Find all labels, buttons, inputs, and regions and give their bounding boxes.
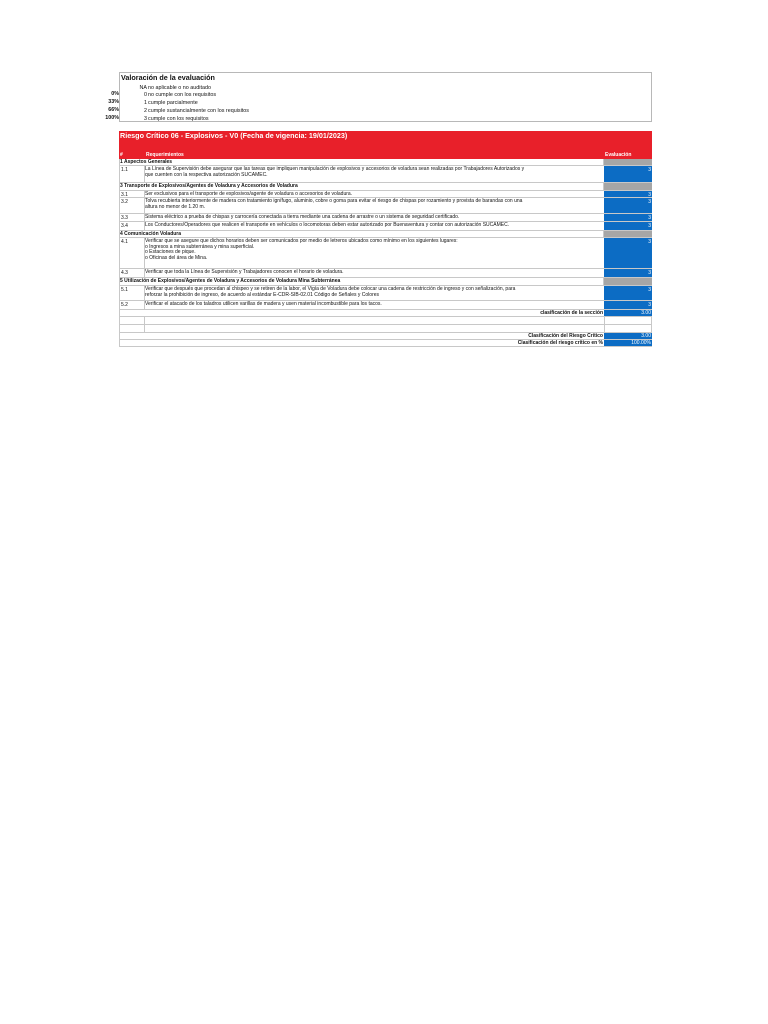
row-number: 3.1 (121, 192, 128, 198)
row-evaluation-cell[interactable] (604, 214, 652, 221)
legend-description: no aplicable o no auditado (148, 85, 211, 91)
row-requirement: Verificar el atacado de los taladros utilicen varillas de madera y usen material incombustible para los tacos. (145, 301, 382, 307)
row-evaluation: 3 (648, 270, 651, 276)
column-header-requirements: Requerimientos (146, 152, 184, 158)
table-banner (119, 131, 652, 151)
row-evaluation: 3 (648, 223, 651, 229)
row-evaluation-cell[interactable] (604, 238, 652, 268)
legend-score: 1 (144, 100, 147, 106)
row-evaluation-cell[interactable] (604, 222, 652, 230)
table-title: Riesgo Crítico 06 - Explosivos - V0 (Fecha de vigencia: 19/01/2023) (120, 131, 348, 140)
critical-risk-percent-value: 100.00% (631, 340, 651, 346)
row-number: 4.1 (121, 239, 128, 245)
section-score-row (119, 310, 652, 317)
blank-row (119, 325, 652, 333)
row-number: 3.3 (121, 215, 128, 221)
section-header (119, 159, 652, 166)
section-evaluation-cell (604, 159, 652, 165)
table-row (119, 166, 652, 183)
legend-description: cumple parcialmente (148, 100, 198, 106)
legend-score: 2 (144, 108, 147, 114)
row-requirement: La Línea de Supervisión debe asegurar que las tareas que impliquen manipulación de explosivos y accesorios de voladura sean realizadas por Trabajadores Autorizados y que cuenten con la respectiva autorización SUCAMEC. (145, 166, 525, 178)
critical-risk-score-value: 3.00 (641, 333, 651, 339)
section-score-label: clasificación de la sección (540, 310, 603, 316)
row-requirement: Ser exclusivos para el transporte de explosivos/agente de voladura o accesorios de voladura. (145, 191, 353, 197)
legend-score: 3 (144, 116, 147, 122)
row-requirement: Verificar que se asegure que dichos horarios deben ser comunicados por medio de letreros ubicados como mínimo en los siguientes lugares: o Ingresos a mina subterránea y mina superficial. o Estaciones de pique. o Oficinas del área de Mina. (145, 238, 458, 261)
section-title: 5 Utilización de Explosivos/Agentes de Voladura y Accesorios de Voladura Mina Subterránea (120, 278, 341, 284)
row-evaluation: 3 (648, 199, 651, 205)
section-score-value: 3.00 (641, 310, 651, 316)
section-title: 4 Comunicación Voladura (120, 231, 182, 237)
row-evaluation: 3 (648, 215, 651, 221)
column-header-row (119, 151, 652, 159)
row-evaluation-cell[interactable] (604, 198, 652, 213)
legend-description: cumple con los requisitos (148, 116, 209, 122)
row-evaluation-cell[interactable] (604, 191, 652, 197)
section-title: 1 Aspectos Generales (120, 159, 173, 165)
legend-percent: 33% (108, 99, 119, 105)
legend-percent: 100% (105, 115, 119, 121)
critical-risk-score-row (119, 333, 652, 340)
section-evaluation-cell (604, 231, 652, 237)
section-header (119, 278, 652, 286)
table-row (119, 214, 652, 222)
critical-risk-score-label: Clasificación del Riesgo Crítico (528, 333, 603, 339)
section-header (119, 231, 652, 238)
section-title: 3 Transporte de Explosivos/Agentes de Voladura y Accesorios de Voladura (120, 183, 298, 189)
section-score-cell (604, 310, 652, 316)
table-row (119, 301, 652, 310)
row-number: 4.3 (121, 270, 128, 276)
table-row (119, 286, 652, 301)
row-number: 5.2 (121, 302, 128, 308)
row-evaluation: 3 (648, 287, 651, 293)
table-row (119, 222, 652, 231)
row-evaluation: 3 (648, 192, 651, 198)
column-header-evaluation: Evaluación (605, 152, 632, 158)
critical-risk-percent-row (119, 340, 652, 347)
table-row (119, 191, 652, 198)
legend-title: Valoración de la evaluación (121, 73, 215, 82)
row-number: 1.1 (121, 167, 128, 173)
row-requirement: Verificar que toda la Línea de Supervisión y Trabajadores conocen el horario de voladura. (145, 269, 344, 275)
critical-risk-percent-cell (604, 340, 652, 346)
row-number: 3.4 (121, 223, 128, 229)
row-requirement: Verificar que después que procedan al chispeo y se retiren de la labor, el Vigía de Voladura debe colocar una cadena de restricción de ingreso y con señalización, para reforzar la prohibición de ingreso, de acuerdo al estándar E-CDR-SIB-02.01 Código de Señales y Colores (145, 286, 516, 298)
row-evaluation: 3 (648, 167, 651, 173)
row-evaluation-cell[interactable] (604, 286, 652, 300)
table-row (119, 198, 652, 214)
legend-description: no cumple con los requisitos (148, 92, 217, 98)
section-evaluation-cell (604, 278, 652, 285)
row-evaluation-cell[interactable] (604, 301, 652, 309)
row-requirement: Tolva recubierta interiormente de madera con tratamiento ignífugo, aluminio, cobre o goma para evitar el riesgo de chispas por rozamiento y provista de barandas con una altura no menor de 1.20 m. (145, 198, 523, 210)
row-evaluation: 3 (648, 302, 651, 308)
section-evaluation-cell (604, 183, 652, 190)
row-requirement: Sistema eléctrico a prueba de chispas y carrocería conectada a tierra mediante una cadena de arrastre o un sistema de seguridad certificado. (145, 214, 460, 220)
legend-percent: 66% (108, 107, 119, 113)
evaluation-legend (119, 72, 652, 122)
row-number: 5.1 (121, 287, 128, 293)
row-evaluation-cell[interactable] (604, 166, 652, 182)
row-requirement: Los Conductores/Operadores que realicen el transporte en vehículos o locomotoras deben estar autorizado por Buenaventura y contar con autorización SUCAMEC. (145, 222, 510, 228)
row-evaluation: 3 (648, 239, 651, 245)
legend-score: NA (139, 85, 147, 91)
table-row (119, 269, 652, 278)
legend-description: cumple sustancialmente con los requisitos (148, 108, 249, 114)
row-evaluation-cell[interactable] (604, 269, 652, 277)
row-number: 3.2 (121, 199, 128, 205)
legend-score: 0 (144, 92, 147, 98)
critical-risk-percent-label: Clasificación del riesgo crítico en % (517, 340, 603, 346)
column-header-number: # (120, 152, 123, 158)
critical-risk-score-cell (604, 333, 652, 339)
table-row (119, 238, 652, 269)
blank-row (119, 317, 652, 325)
legend-percent: 0% (111, 91, 119, 97)
section-header (119, 183, 652, 191)
